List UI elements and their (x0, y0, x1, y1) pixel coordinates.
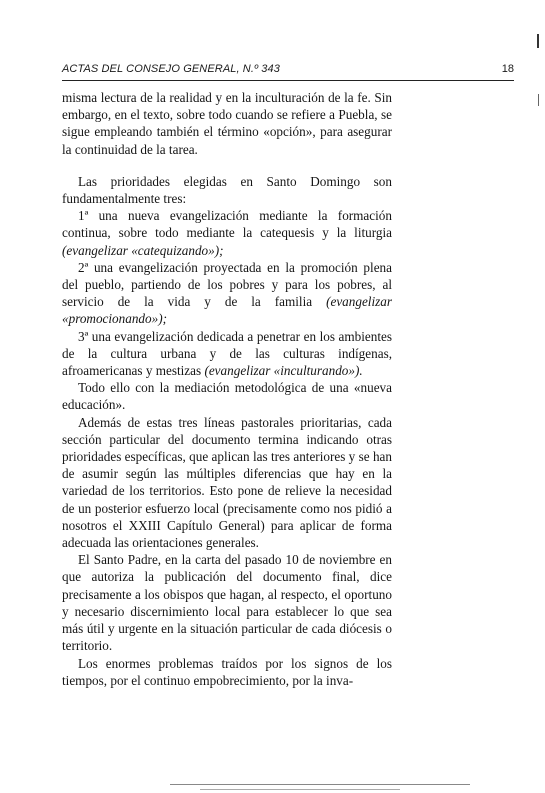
page-number: 18 (501, 63, 514, 75)
paragraph-4 (62, 259, 392, 328)
scan-bottom-line-secondary (200, 789, 400, 790)
paragraph-8: El Santo Padre, en la carta del pasado 10 de noviembre en que autoriza la publicación del documento final, dice precisamente a los obispos que hagan, al respecto, el oportuno y necesario discernimiento local para establecer lo que sea más útil y urgente en la situación particular de cada diócesis o territorio. (62, 552, 392, 654)
scan-bottom-line (170, 784, 470, 785)
paragraph-2: Las prioridades elegidas en Santo Domingo son fundamentalmente tres: (62, 173, 392, 207)
scan-edge-mark-small (538, 94, 539, 106)
paragraph-6: Todo ello con la mediación metodológica de una «nueva educación». (62, 380, 392, 413)
paragraph-1: misma lectura de la realidad y en la inculturación de la fe. Sin embargo, en el texto, sobre todo cuando se refiere a Puebla, se sigue empleando también el término «opción», para asegurar la continuidad de la tarea. (62, 90, 392, 157)
paragraph-5 (62, 328, 392, 380)
paragraph-3 (62, 207, 392, 259)
paragraph-9: Los enormes problemas traídos por los signos de los tiempos, por el continuo empobrecimiento, por la inva- (62, 655, 392, 688)
paragraph-4-italic: (evangelizar «promocionando»); (62, 294, 392, 327)
paragraph-5-italic: (evangelizar «inculturando»). (204, 363, 363, 379)
paragraph-3-text: 1ª una nueva evangelización mediante la formación continua, sobre todo mediante la catequesis y la liturgia (62, 208, 392, 241)
body-text (62, 89, 392, 689)
running-header (62, 63, 514, 79)
scan-edge-mark (537, 34, 539, 48)
paragraph-7: Además de estas tres líneas pastorales prioritarias, cada sección particular del documento termina indicando otras prioridades específicas, que aplican las tres anteriores y se han de asumir según las múltiples diferencias que hay en la variedad de los territorios. Esto pone de relieve la necesidad de un posterior esfuerzo local (precisamente como nos pidió a nosotros el XXIII Capítulo General) para aplicar de forma adecuada las orientaciones generales. (62, 414, 392, 551)
running-header-title: ACTAS DEL CONSEJO GENERAL, N.º 343 (62, 63, 280, 75)
paragraph-3-italic: (evangelizar «catequizando»); (62, 242, 224, 258)
paragraph-4-text: 2ª una evangelización proyectada en la promoción plena del pueblo, partiendo de los pobres y para los pobres, al servicio de la vida y de la familia (62, 259, 392, 310)
paragraph-5-text: 3ª una evangelización dedicada a penetrar en los ambientes de la cultura urbana y de las culturas indígenas, afroamericanas y mestizas (62, 328, 392, 379)
header-rule (62, 80, 514, 81)
